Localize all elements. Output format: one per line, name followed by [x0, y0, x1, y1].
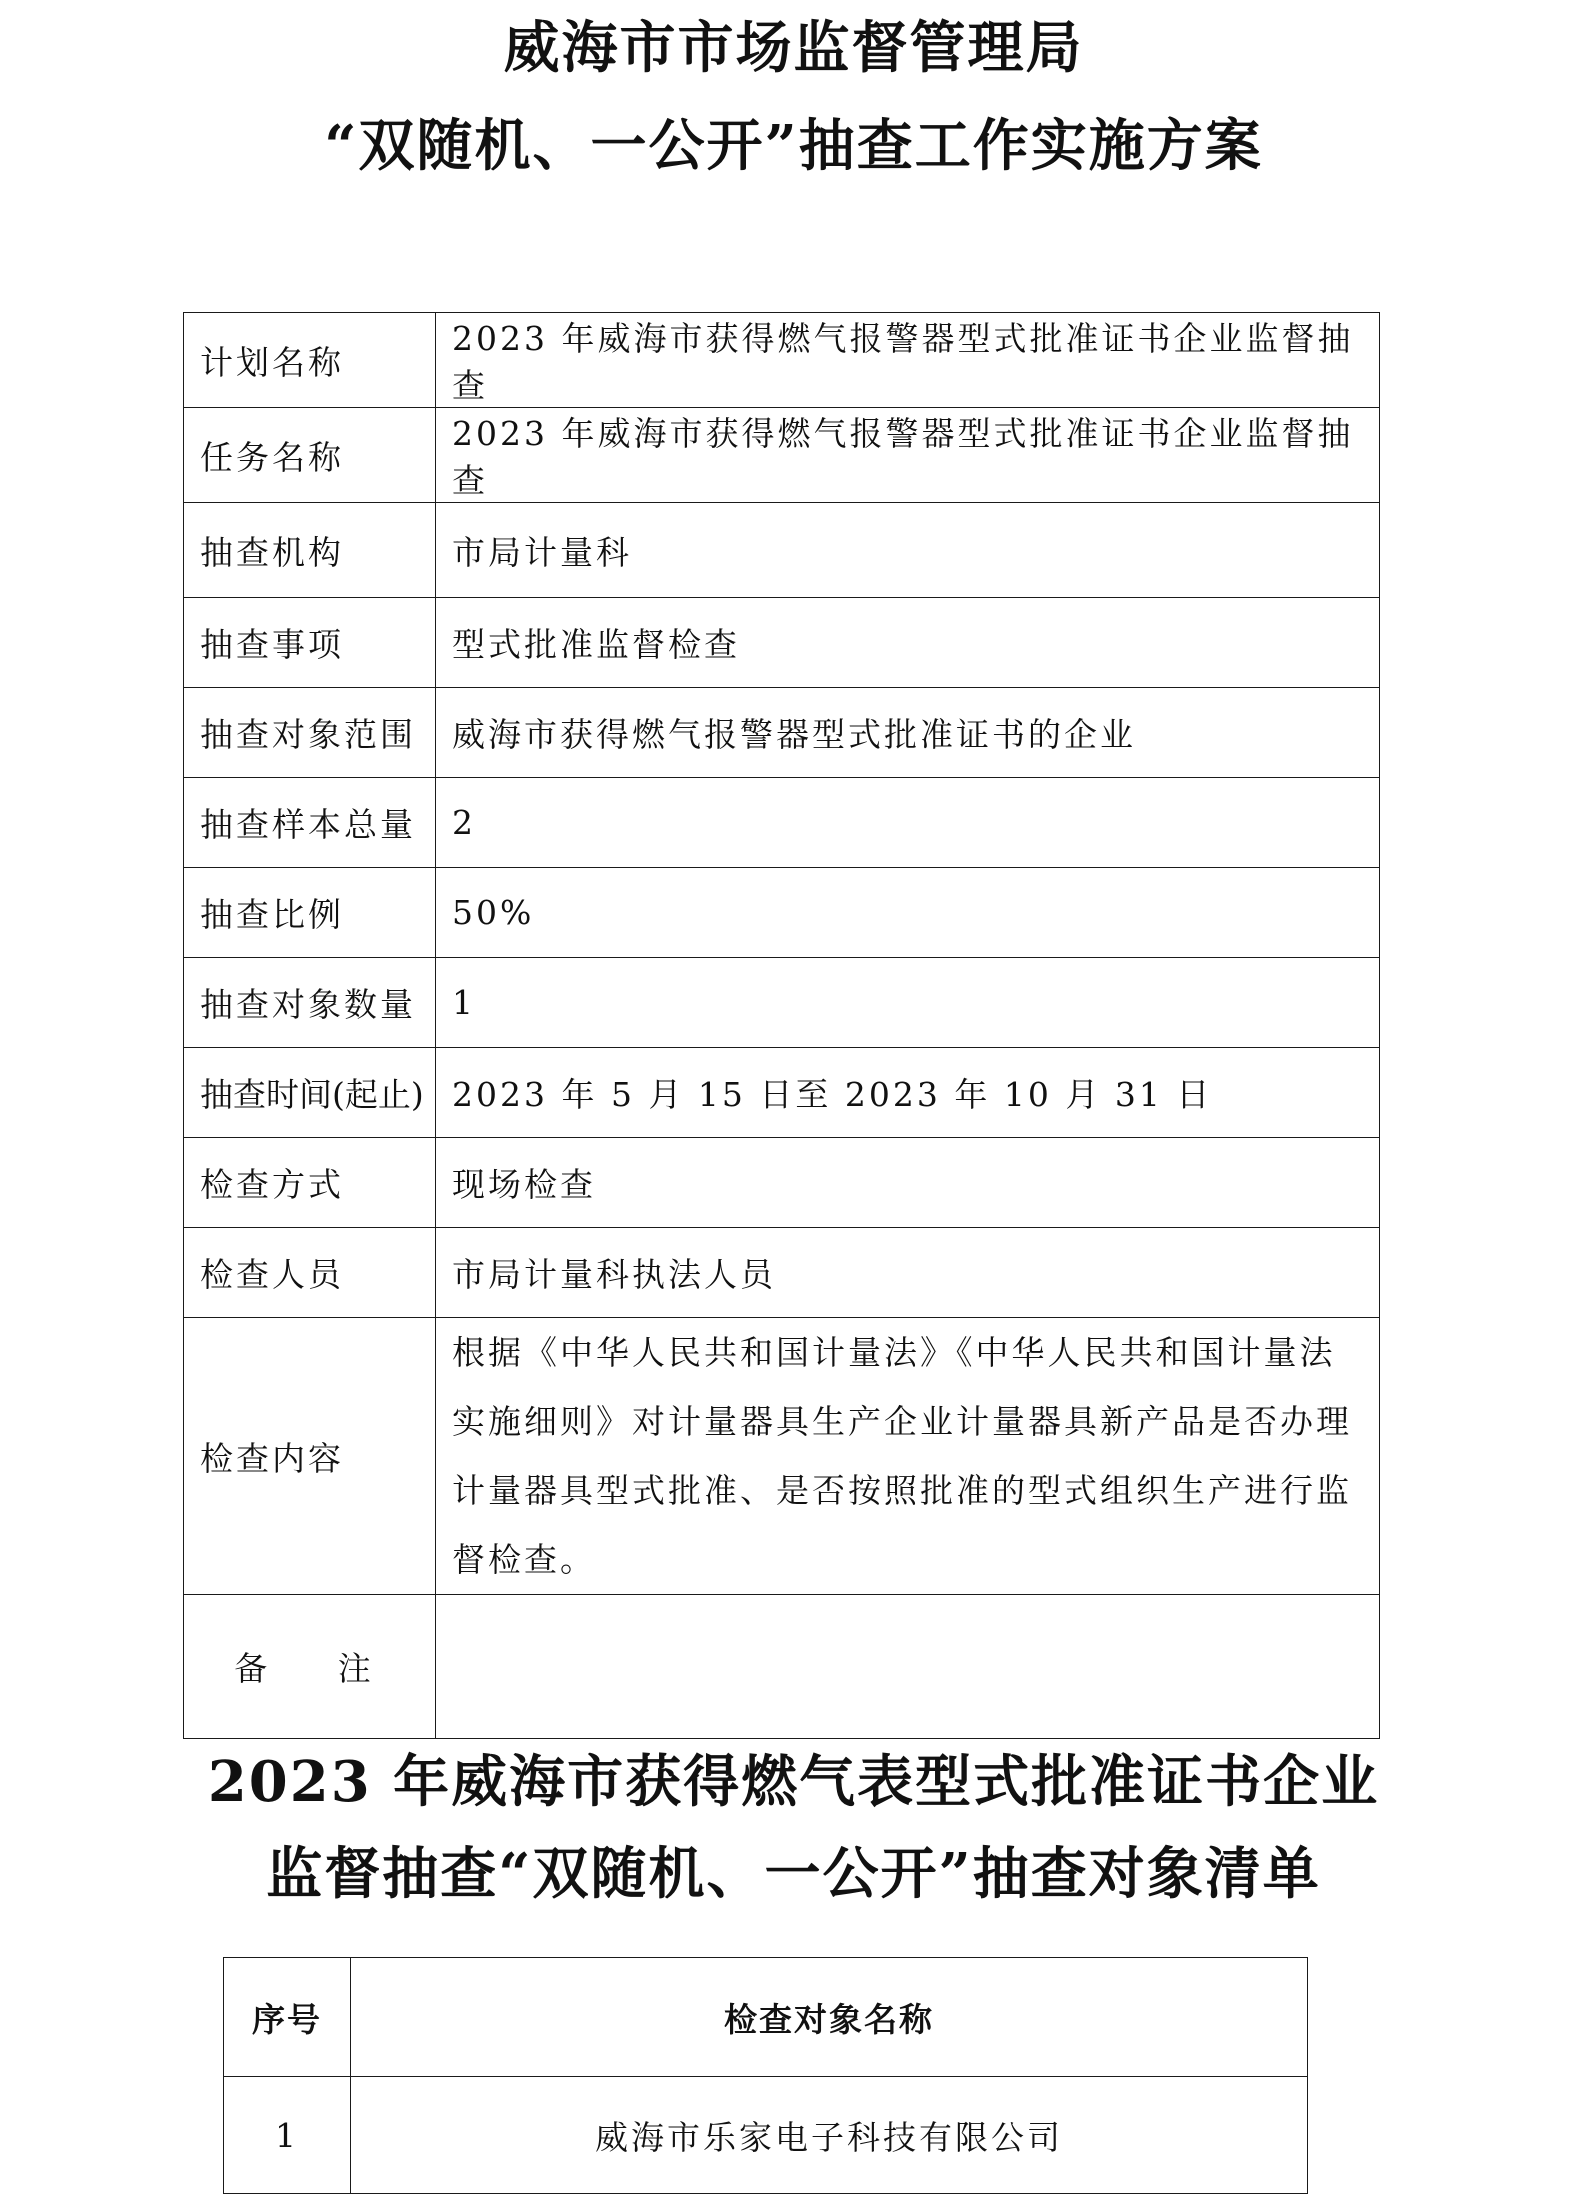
remarks-value — [436, 1595, 1380, 1739]
table-row — [224, 2077, 1308, 2194]
row-value: 现场检查 — [436, 1138, 1380, 1228]
row-value: 市局计量科执法人员 — [436, 1228, 1380, 1318]
row-label: 抽查对象数量 — [184, 958, 436, 1048]
table-row — [184, 1138, 1380, 1228]
row-label: 抽查时间(起止) — [184, 1048, 436, 1138]
row-label: 抽查比例 — [184, 868, 436, 958]
row-number: 1 — [224, 2077, 351, 2194]
row-label: 计划名称 — [184, 313, 436, 408]
list-title-line2: 监督抽查“双随机、一公开”抽查对象清单 — [266, 1841, 1321, 1907]
row-label: 抽查机构 — [184, 503, 436, 598]
inspection-target-table — [223, 1957, 1308, 2194]
document-title-line2: “双随机、一公开”抽查工作实施方案 — [324, 113, 1263, 179]
table-row — [184, 1595, 1380, 1739]
plan-table — [183, 312, 1380, 1739]
table-row — [184, 958, 1380, 1048]
table-row — [184, 598, 1380, 688]
row-label: 抽查事项 — [184, 598, 436, 688]
row-label: 检查方式 — [184, 1138, 436, 1228]
row-value: 根据《中华人民共和国计量法》《中华人民共和国计量法实施细则》对计量器具生产企业计量器具新产品是否办理计量器具型式批准、是否按照批准的型式组织生产进行监督检查。 — [436, 1318, 1380, 1595]
row-value: 2 — [436, 778, 1380, 868]
document-title-line1: 威海市市场监督管理局 — [503, 15, 1084, 81]
row-label: 检查内容 — [184, 1318, 436, 1595]
row-label: 抽查样本总量 — [184, 778, 436, 868]
table-row — [184, 778, 1380, 868]
row-value: 50% — [436, 868, 1380, 958]
row-value: 2023 年威海市获得燃气报警器型式批准证书企业监督抽查 — [436, 313, 1380, 408]
row-value: 威海市获得燃气报警器型式批准证书的企业 — [436, 688, 1380, 778]
row-label: 抽查对象范围 — [184, 688, 436, 778]
remarks-label: 备 注 — [184, 1595, 436, 1739]
column-header-name: 检查对象名称 — [351, 1958, 1308, 2077]
table-header-row — [224, 1958, 1308, 2077]
table-row — [184, 1318, 1380, 1595]
row-value: 2023 年 5 月 15 日至 2023 年 10 月 31 日 — [436, 1048, 1380, 1138]
row-label: 任务名称 — [184, 408, 436, 503]
company-name: 威海市乐家电子科技有限公司 — [351, 2077, 1308, 2194]
table-row — [184, 503, 1380, 598]
table-row — [184, 688, 1380, 778]
row-value: 2023 年威海市获得燃气报警器型式批准证书企业监督抽查 — [436, 408, 1380, 503]
list-title-line1: 2023 年威海市获得燃气表型式批准证书企业 — [207, 1749, 1380, 1815]
table-row — [184, 1228, 1380, 1318]
table-row — [184, 868, 1380, 958]
column-header-no: 序号 — [224, 1958, 351, 2077]
row-value: 1 — [436, 958, 1380, 1048]
row-label: 检查人员 — [184, 1228, 436, 1318]
table-row — [184, 408, 1380, 503]
table-row — [184, 313, 1380, 408]
row-value: 市局计量科 — [436, 503, 1380, 598]
table-row — [184, 1048, 1380, 1138]
row-value: 型式批准监督检查 — [436, 598, 1380, 688]
